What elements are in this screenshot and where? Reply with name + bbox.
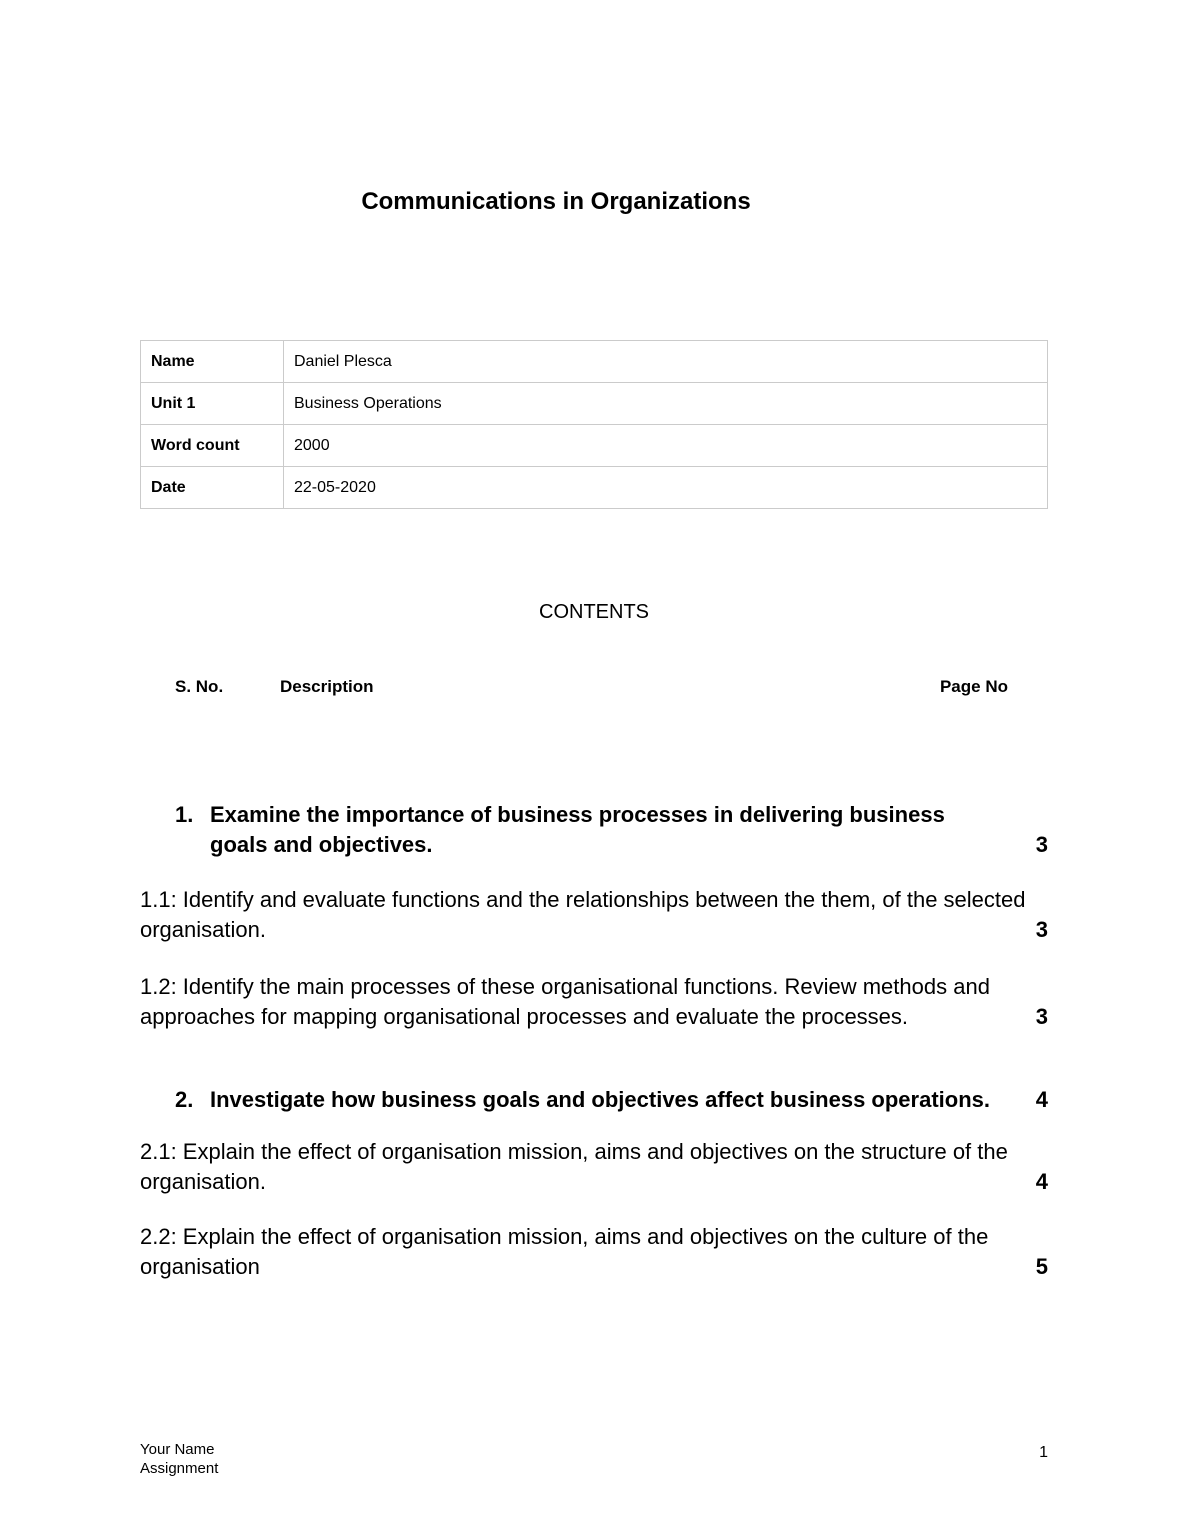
toc-section-number: 2.	[175, 1087, 194, 1112]
toc-column-page: Page No	[939, 677, 1008, 696]
toc-section-number: 1.	[175, 802, 194, 827]
toc-item-text: 2.2: Explain the effect of organisation mission, aims and objectives on the culture of the organisation	[140, 1224, 989, 1279]
info-value-date: 22-05-2020	[284, 467, 1048, 509]
footer-author-name: Your Name	[140, 1441, 215, 1458]
footer-assignment-label: Assignment	[140, 1460, 219, 1477]
toc-page-number: 3	[1035, 917, 1048, 942]
toc-page-number: 5	[1035, 1254, 1048, 1279]
toc-header-row	[140, 675, 1048, 699]
toc-page-number: 4	[1035, 1169, 1048, 1194]
toc-section-text: Investigate how business goals and objectives affect business operations.	[210, 1087, 990, 1112]
info-label-unit: Unit 1	[141, 383, 284, 425]
footer-page-number: 1	[1039, 1444, 1048, 1461]
toc-column-sno: S. No.	[175, 677, 224, 696]
info-value-wordcount: 2000	[284, 425, 1048, 467]
contents-heading: CONTENTS	[539, 601, 649, 623]
info-value-unit: Business Operations	[284, 383, 1048, 425]
toc-section-heading-2	[140, 1085, 1048, 1115]
toc-page-number: 3	[1035, 832, 1048, 857]
toc-item-1-1	[140, 885, 1048, 945]
toc-item-2-1	[140, 1137, 1048, 1197]
toc-page-number: 3	[1035, 1004, 1048, 1029]
table-row	[141, 383, 1048, 425]
toc-item-text: 1.2: Identify the main processes of these organisational functions. Review methods and approaches for mapping organisational processes and evaluate the processes.	[140, 974, 990, 1029]
table-row	[141, 467, 1048, 509]
toc-item-1-2	[140, 972, 1048, 1032]
toc-item-2-2	[140, 1222, 1048, 1282]
toc-item-text: 2.1: Explain the effect of organisation mission, aims and objectives on the structure of the organisation.	[140, 1139, 1008, 1194]
page-footer	[140, 1440, 1048, 1478]
toc-column-description: Description	[280, 677, 374, 696]
info-table	[140, 340, 1048, 509]
info-label-name: Name	[141, 341, 284, 383]
page-content	[0, 186, 1190, 1282]
footer-author-block	[140, 1440, 218, 1478]
info-label-date: Date	[141, 467, 284, 509]
table-row	[141, 425, 1048, 467]
toc-section-heading-1	[140, 800, 1048, 860]
info-value-name: Daniel Plesca	[284, 341, 1048, 383]
table-row	[141, 341, 1048, 383]
document-title: Communications in Organizations	[361, 188, 751, 215]
toc-page-number: 4	[1035, 1087, 1048, 1112]
info-label-wordcount: Word count	[141, 425, 284, 467]
toc-section-text: Examine the importance of business processes in delivering business goals and objectives.	[210, 802, 945, 857]
toc-item-text: 1.1: Identify and evaluate functions and the relationships between the them, of the selected organisation.	[140, 887, 1026, 942]
